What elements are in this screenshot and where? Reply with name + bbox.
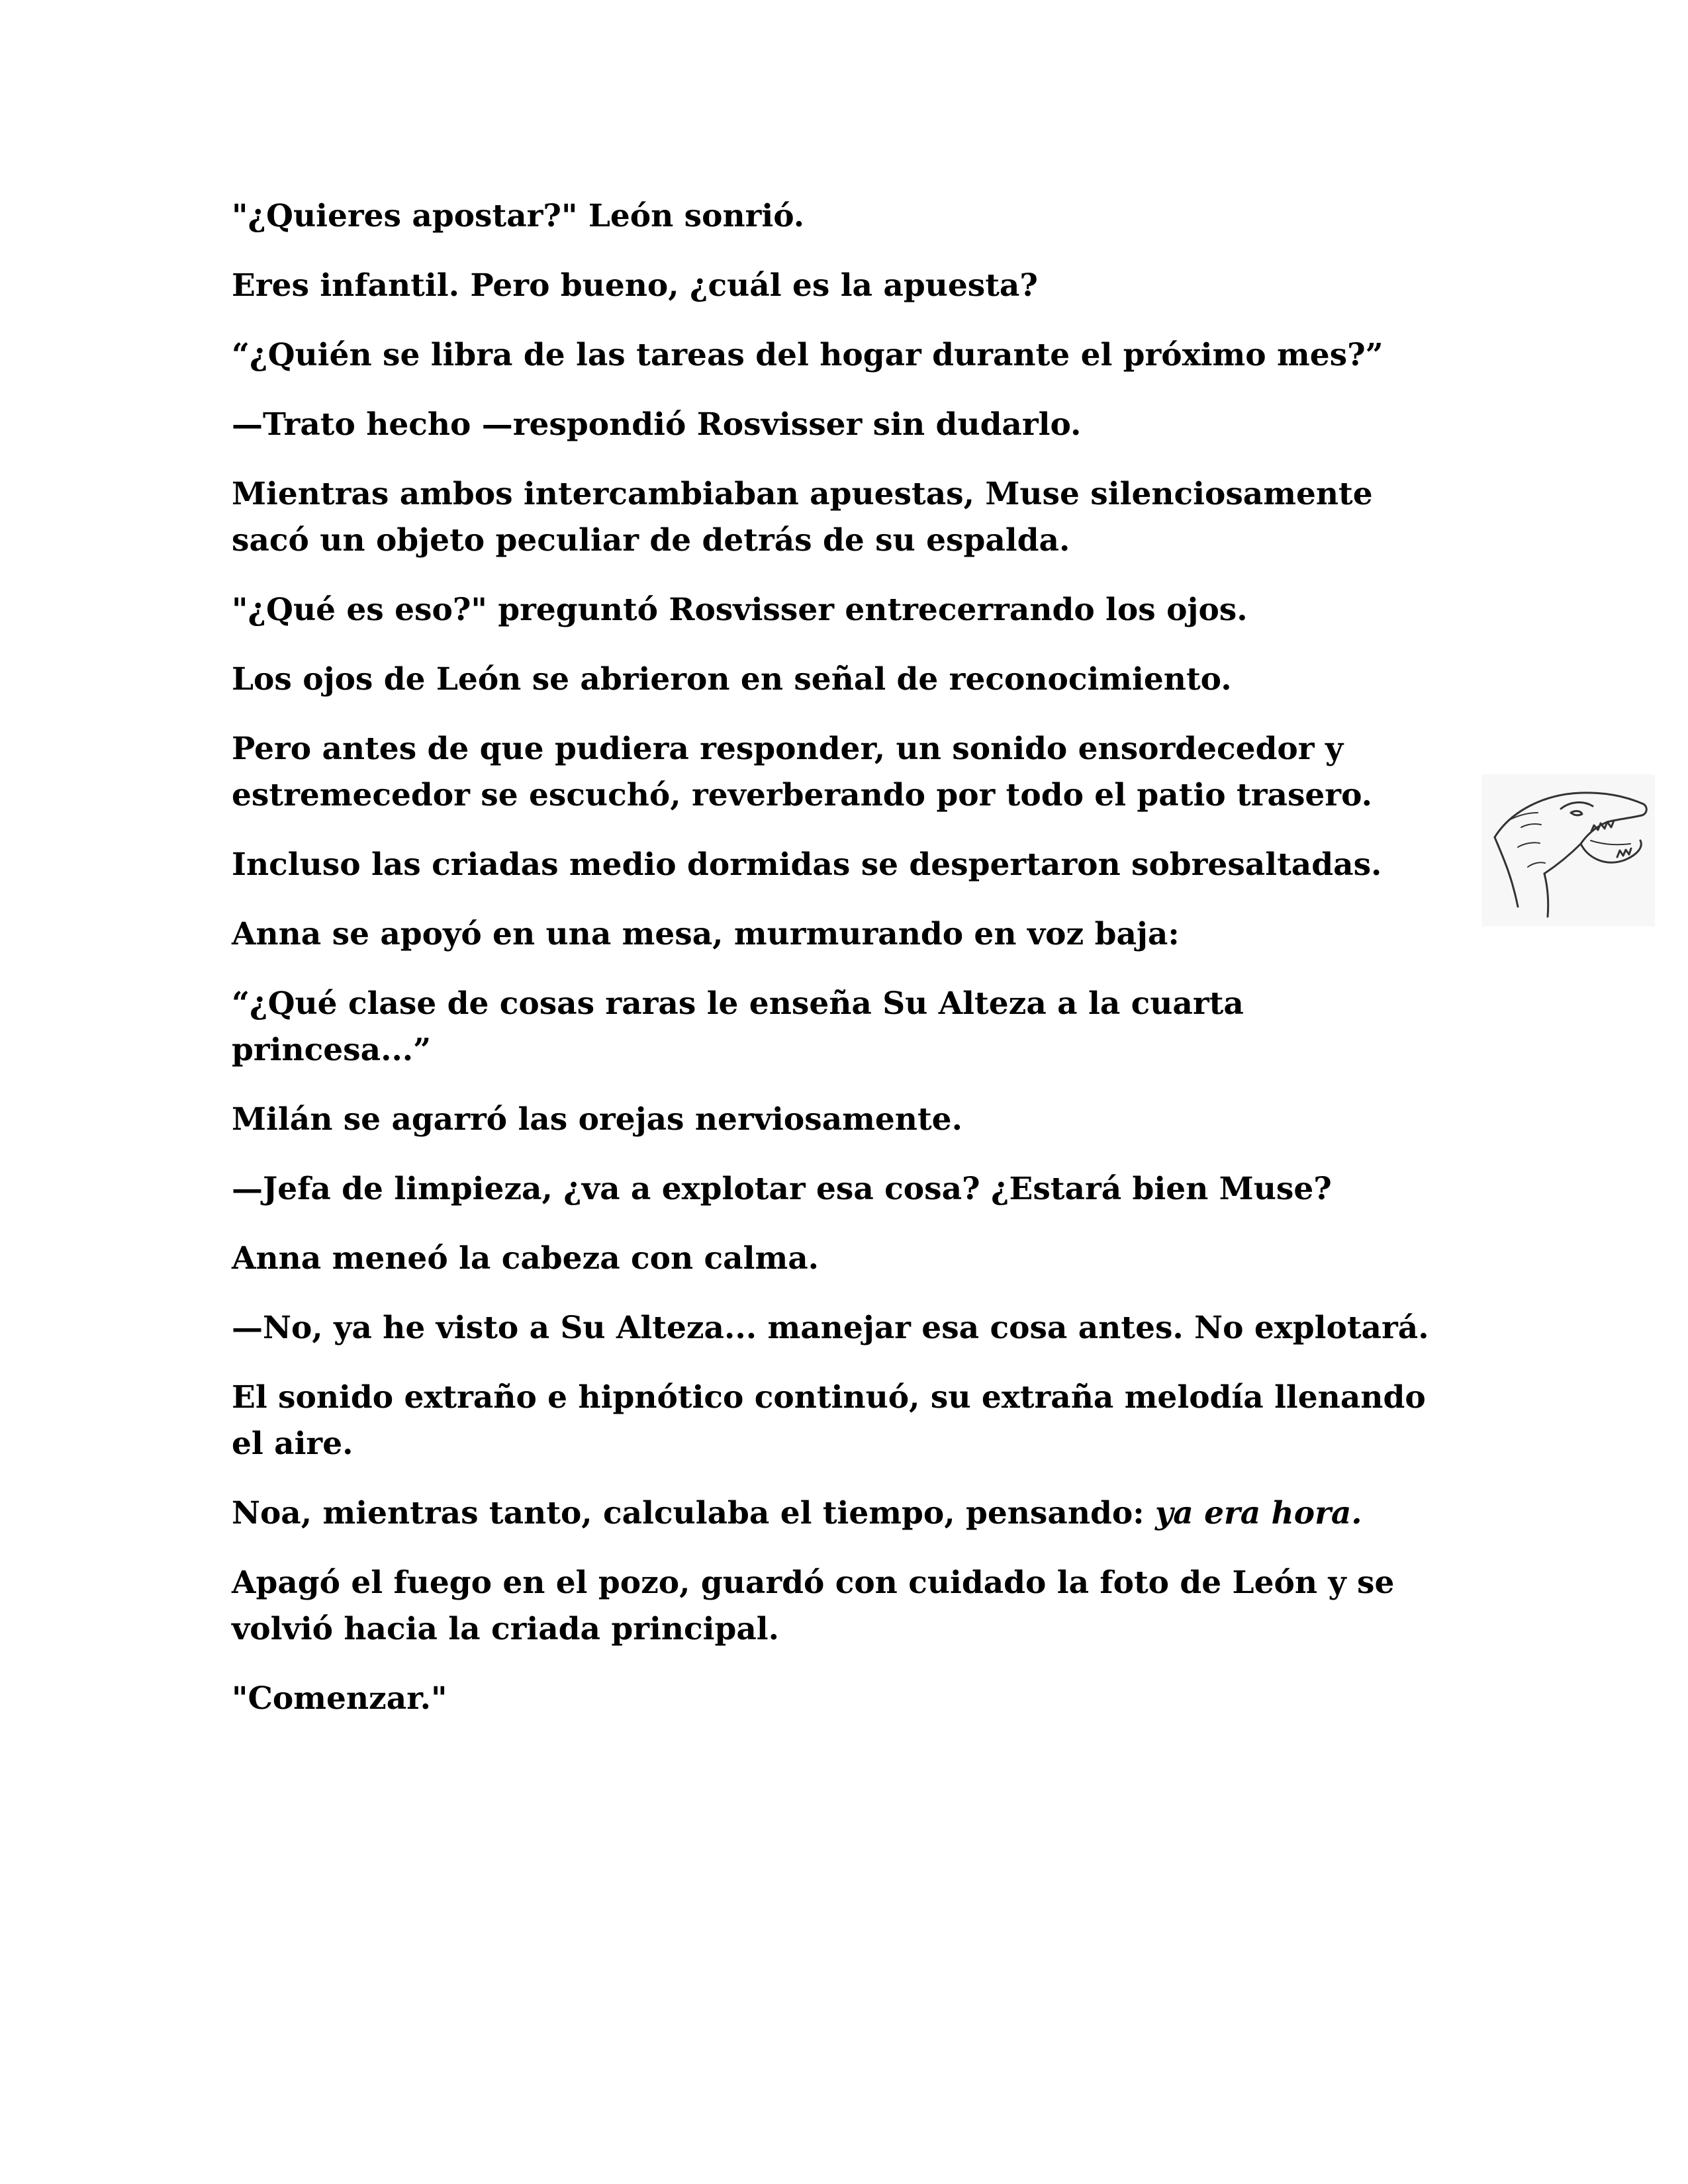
paragraph-11: “¿Qué clase de cosas raras le enseña Su Alteza a la cuarta princesa...”	[232, 985, 1244, 1068]
paragraph-5: Mientras ambos intercambiaban apuestas, Muse silenciosamente sacó un objeto peculiar de detrás de su espalda.	[232, 476, 1373, 559]
paragraph-7: Los ojos de León se abrieron en señal de reconocimiento.	[232, 661, 1232, 698]
paragraph-14: Anna meneó la cabeza con calma.	[232, 1240, 820, 1277]
paragraph-18: Apagó el fuego en el pozo, guardó con cuidado la foto de León y se volvió hacia la criada principal.	[232, 1565, 1395, 1647]
paragraph-1: "¿Quieres apostar?" León sonrió.	[232, 198, 805, 234]
document-body	[232, 193, 1450, 1745]
paragraph-4: —Trato hecho —respondió Rosvisser sin dudarlo.	[232, 406, 1082, 443]
paragraph-16: El sonido extraño e hipnótico continuó, su extraña melodía llenando el aire.	[232, 1379, 1426, 1462]
paragraph-6: "¿Qué es eso?" preguntó Rosvisser entrecerrando los ojos.	[232, 592, 1248, 628]
paragraph-15: —No, ya he visto a Su Alteza... manejar esa cosa antes. No explotará.	[232, 1310, 1429, 1346]
paragraph-12: Milán se agarró las orejas nerviosamente.	[232, 1101, 962, 1138]
paragraph-9: Incluso las criadas medio dormidas se despertaron sobresaltadas.	[232, 846, 1382, 883]
paragraph-19: "Comenzar."	[232, 1680, 447, 1717]
paragraph-13: —Jefa de limpieza, ¿va a explotar esa cosa? ¿Estará bien Muse?	[232, 1171, 1332, 1207]
paragraph-17	[232, 1490, 1450, 1537]
dinosaur-head-sketch-icon	[1481, 774, 1655, 927]
paragraph-10: Anna se apoyó en una mesa, murmurando en voz baja:	[232, 916, 1180, 952]
paragraph-17-italic: ya era hora.	[1154, 1495, 1362, 1531]
paragraph-2: Eres infantil. Pero bueno, ¿cuál es la apuesta?	[232, 267, 1038, 304]
paragraph-8: Pero antes de que pudiera responder, un sonido ensordecedor y estremecedor se escuchó, reverberando por todo el patio trasero.	[232, 731, 1372, 813]
paragraph-3: “¿Quién se libra de las tareas del hogar durante el próximo mes?”	[232, 337, 1383, 373]
paragraph-17-lead: Noa, mientras tanto, calculaba el tiempo, pensando:	[232, 1495, 1155, 1531]
